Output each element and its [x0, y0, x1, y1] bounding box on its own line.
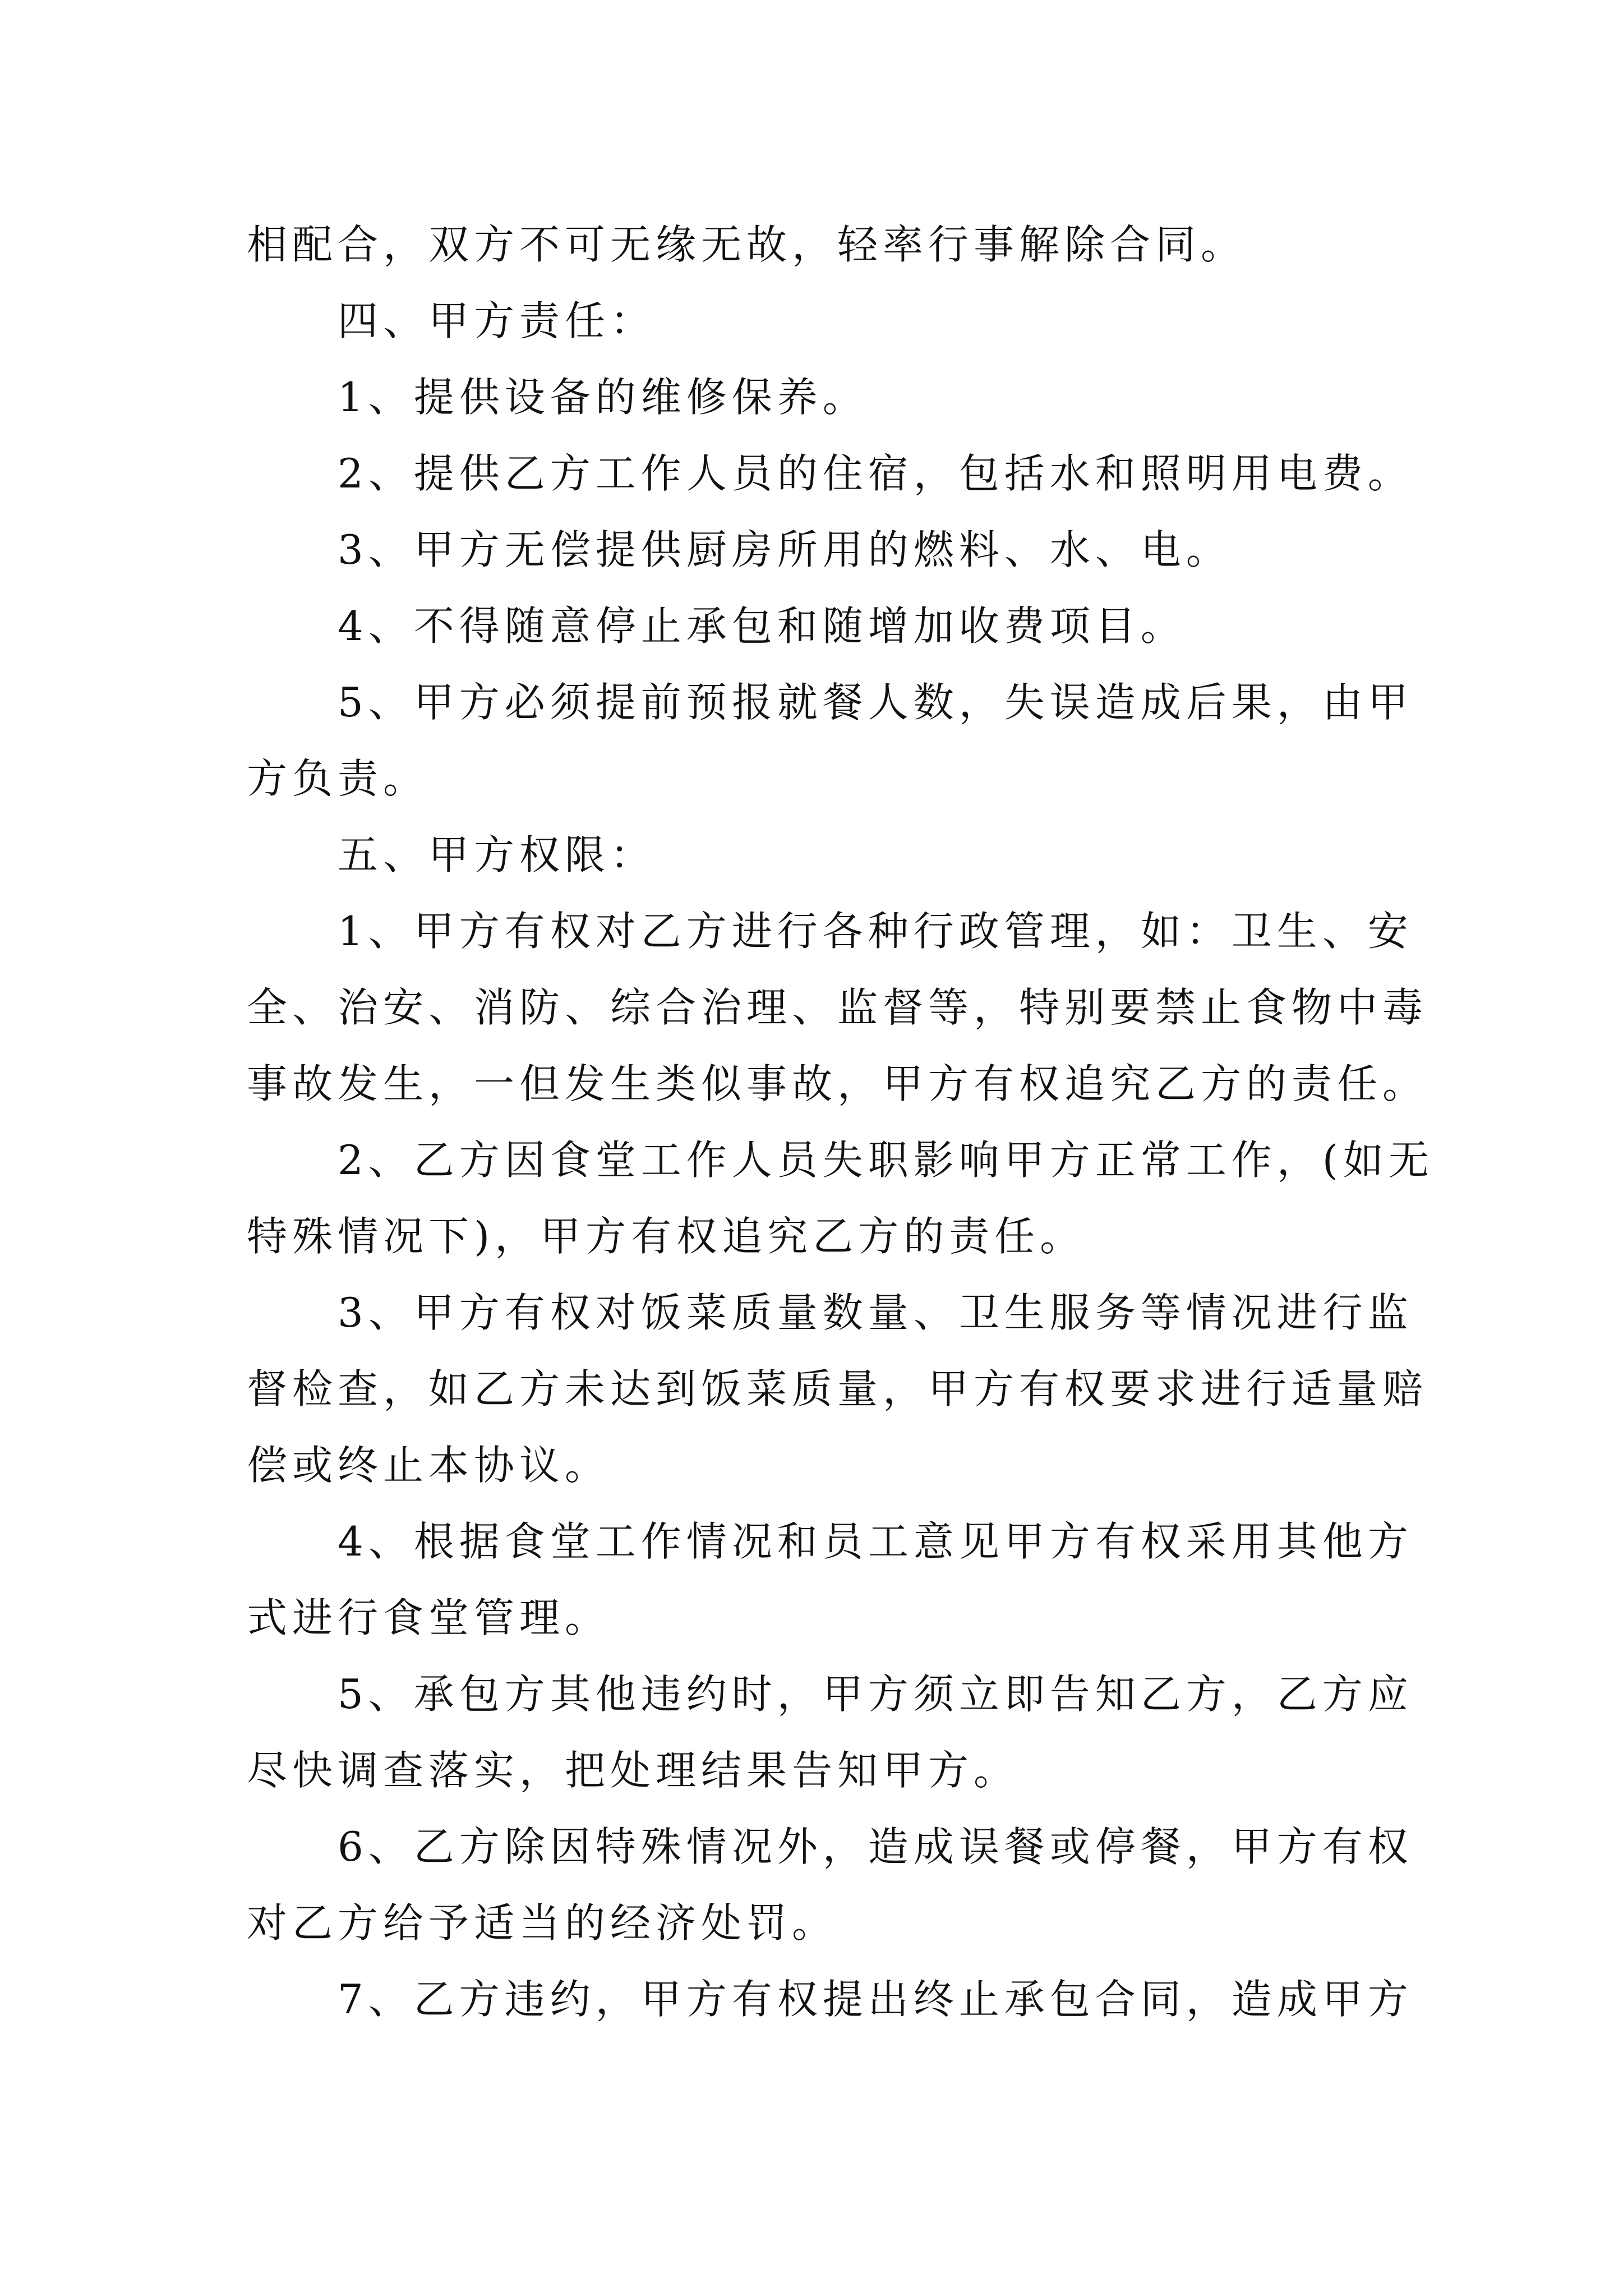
text-line: 偿或终止本协议。 [247, 1442, 611, 1489]
text-line: 相配合，双方不可无缘无故，轻率行事解除合同。 [247, 221, 1247, 268]
text-line: 7、乙方违约，甲方有权提出终止承包合同，造成甲方 [338, 1976, 1413, 2023]
text-line: 5、甲方必须提前预报就餐人数，失误造成后果，由甲 [338, 679, 1413, 726]
text-line: 方负责。 [247, 755, 429, 802]
text-line: 3、甲方无偿提供厨房所用的燃料、水、电。 [338, 526, 1232, 573]
document-body [247, 206, 1434, 2037]
section-heading: 四、甲方责任： [338, 297, 656, 344]
text-line: 2、提供乙方工作人员的住宿，包括水和照明用电费。 [338, 450, 1413, 497]
text-line: 4、不得随意停止承包和随增加收费项目。 [338, 602, 1186, 650]
text-line: 尽快调查落实，把处理结果告知甲方。 [247, 1747, 1020, 1794]
text-line: 式进行食堂管理。 [247, 1594, 611, 1641]
text-line: 1、提供设备的维修保养。 [338, 374, 868, 421]
text-line: 1、甲方有权对乙方进行各种行政管理，如：卫生、安 [338, 908, 1413, 955]
text-line: 6、乙方除因特殊情况外，造成误餐或停餐，甲方有权 [338, 1823, 1413, 1870]
text-line: 5、承包方其他违约时，甲方须立即告知乙方，乙方应 [338, 1671, 1413, 1718]
text-line: 2、乙方因食堂工作人员失职影响甲方正常工作，(如无 [338, 1137, 1434, 1184]
text-line: 对乙方给予适当的经济处罚。 [247, 1899, 838, 1947]
text-line: 3、甲方有权对饭菜质量数量、卫生服务等情况进行监 [338, 1289, 1413, 1336]
text-line: 特殊情况下)，甲方有权追究乙方的责任。 [247, 1213, 1086, 1260]
text-line: 4、根据食堂工作情况和员工意见甲方有权采用其他方 [338, 1518, 1413, 1565]
text-line: 督检查，如乙方未达到饭菜质量，甲方有权要求进行适量赔 [247, 1365, 1428, 1412]
text-line: 全、治安、消防、综合治理、监督等，特别要禁止食物中毒 [247, 984, 1428, 1031]
section-heading: 五、甲方权限： [338, 831, 656, 878]
text-line: 事故发生，一但发生类似事故，甲方有权追究乙方的责任。 [247, 1060, 1428, 1107]
